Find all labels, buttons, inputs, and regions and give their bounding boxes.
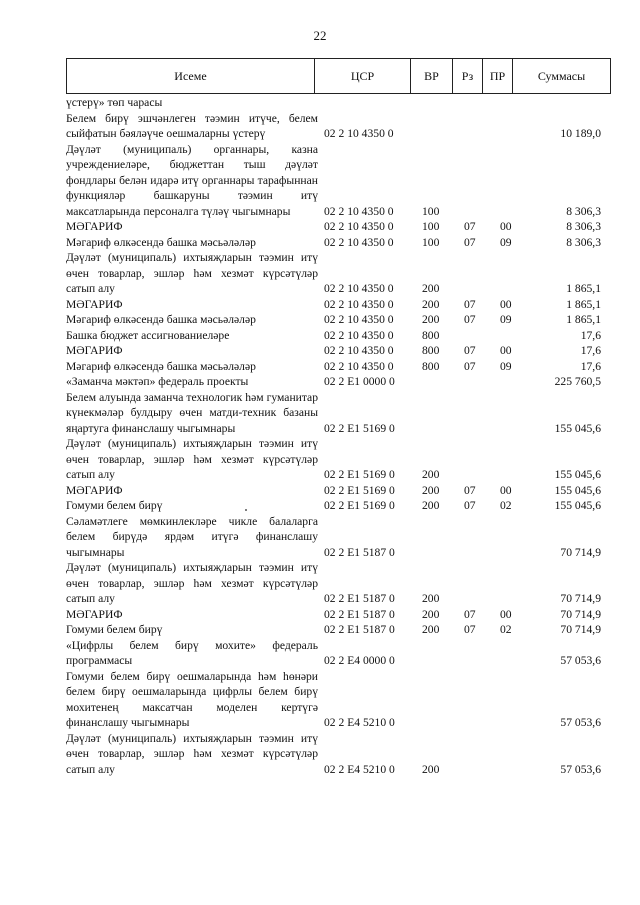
table-header [66, 58, 611, 94]
table-row [66, 390, 611, 437]
row-pr: 00 [500, 607, 512, 621]
row-sum: 17,6 [580, 359, 601, 373]
row-name: Дәүләт (муниципаль) ихтыяҗларын тәэмин итү өчен товарлар, эшләр һәм хезмәт күрсәтүләр сатып алу [66, 561, 318, 605]
table-row [66, 111, 611, 142]
row-rz: 07 [464, 359, 476, 373]
header-csr: ЦСР [315, 59, 411, 93]
row-rz: 07 [464, 623, 476, 636]
row-csr: 02 2 E4 0000 0 [324, 654, 395, 667]
row-csr: 02 2 10 4350 0 [324, 220, 394, 233]
row-vr: 200 [422, 762, 440, 776]
page-number: 22 [313, 28, 327, 43]
row-name: «Цифрлы белем бирү мохите» федераль программасы [66, 638, 318, 667]
row-pr: 02 [500, 499, 512, 512]
row-pr: 09 [500, 313, 512, 326]
row-name: Мәгариф өлкәсендә башка мәсьәләләр [66, 235, 256, 249]
row-rz: 07 [464, 297, 476, 311]
row-sum: 10 189,0 [560, 127, 601, 140]
row-sum: 155 045,6 [554, 421, 601, 435]
header-vr: ВР [411, 59, 453, 93]
table-row [66, 95, 611, 111]
row-name: Гомуми белем бирү [66, 499, 163, 512]
table-row [66, 560, 611, 607]
row-csr: 02 2 E1 5187 0 [324, 545, 395, 559]
table-row [66, 359, 611, 375]
table-row [66, 607, 611, 623]
row-name: Белем бирү эшчәнлеген тәэмин итүче, белем сыйфатын бәяләүче оешмаларны үстерү [66, 111, 318, 140]
row-sum: 155 045,6 [554, 468, 601, 481]
row-rz: 07 [464, 220, 476, 233]
row-sum: 17,6 [580, 344, 601, 357]
table-body [66, 95, 611, 777]
row-rz: 07 [464, 483, 476, 497]
row-csr: 02 2 10 4350 0 [324, 204, 394, 218]
row-name: Дәүләт (муниципаль) ихтыяҗларын тәэмин итү өчен товарлар, эшләр һәм хезмәт күрсәтүләр сатып алу [66, 251, 318, 295]
row-csr: 02 2 E1 5169 0 [324, 499, 395, 512]
table-row [66, 638, 611, 669]
row-sum: 155 045,6 [554, 499, 601, 512]
row-pr: 00 [500, 483, 512, 497]
row-name: Башка бюджет ассигнованиеләре [66, 328, 230, 342]
table-row [66, 436, 611, 483]
row-vr: 200 [422, 592, 440, 605]
row-csr: 02 2 10 4350 0 [324, 328, 394, 342]
header-sum: Суммасы [537, 69, 586, 83]
row-name: үстерү» төп чарасы [66, 96, 163, 109]
row-pr: 02 [500, 623, 512, 636]
row-rz: 07 [464, 607, 476, 621]
row-sum: 1 865,1 [566, 282, 601, 295]
row-sum: 225 760,5 [554, 375, 601, 388]
row-name: «Заманча мәктәп» федераль проекты [66, 375, 249, 388]
row-csr: 02 2 E1 5187 0 [324, 623, 395, 636]
table-row [66, 343, 611, 359]
row-vr: 800 [422, 328, 440, 342]
row-csr: 02 2 10 4350 0 [324, 297, 394, 311]
row-sum: 70 714,9 [560, 623, 601, 636]
row-sum: 8 306,3 [566, 235, 601, 249]
row-vr: 200 [422, 623, 440, 636]
row-name: МӘГАРИФ [66, 483, 123, 497]
row-vr: 200 [422, 468, 440, 481]
header-rz: Рз [453, 59, 483, 93]
row-vr: 200 [422, 499, 440, 512]
row-name: Дәүләт (муниципаль) ихтыяҗларын тәэмин итү өчен товарлар, эшләр һәм хезмәт күрсәтүләр сатып алу [66, 731, 318, 776]
row-name: МӘГАРИФ [66, 297, 123, 311]
row-pr: 09 [500, 359, 512, 373]
row-sum: 8 306,3 [566, 204, 601, 218]
header-name: Исеме [67, 59, 315, 93]
scan-speck [245, 509, 247, 511]
table-row [66, 483, 611, 499]
table-row [66, 142, 611, 220]
table-row [66, 514, 611, 561]
row-sum: 57 053,6 [560, 716, 601, 729]
row-csr: 02 2 E1 5187 0 [324, 592, 395, 605]
row-sum: 1 865,1 [566, 297, 601, 311]
table-row [66, 622, 611, 638]
row-pr: 00 [500, 297, 512, 311]
row-vr: 100 [422, 220, 440, 233]
row-vr: 800 [422, 359, 440, 373]
row-sum: 1 865,1 [566, 313, 601, 326]
row-pr: 00 [500, 344, 512, 357]
row-name: Мәгариф өлкәсендә башка мәсьәләләр [66, 359, 256, 373]
row-csr: 02 2 10 4350 0 [324, 313, 394, 326]
table-row [66, 374, 611, 390]
row-sum: 57 053,6 [560, 762, 601, 776]
row-vr: 200 [422, 607, 440, 621]
row-rz: 07 [464, 313, 476, 326]
row-vr: 200 [422, 297, 440, 311]
row-vr: 800 [422, 344, 440, 357]
row-csr: 02 2 10 4350 0 [324, 344, 394, 357]
row-vr: 200 [422, 313, 440, 326]
row-sum: 17,6 [580, 328, 601, 342]
row-csr: 02 2 E1 5187 0 [324, 607, 395, 621]
row-csr: 02 2 E1 5169 0 [324, 483, 395, 497]
row-name: Сәламәтлеге мөмкинлекләре чикле балаларга белем бирүдә ярдәм итүгә финанслашу чыгымнары [66, 514, 318, 559]
row-name: МӘГАРИФ [66, 607, 123, 621]
row-pr: 09 [500, 235, 512, 249]
table-row [66, 312, 611, 328]
row-vr: 200 [422, 282, 440, 295]
table-row [66, 250, 611, 297]
row-sum: 70 714,9 [560, 545, 601, 559]
row-pr: 00 [500, 220, 512, 233]
row-csr: 02 2 E1 0000 0 [324, 375, 395, 388]
row-name: Гомуми белем бирү [66, 623, 163, 636]
row-name: Дәүләт (муниципаль) ихтыяҗларын тәэмин итү өчен товарлар, эшләр һәм хезмәт күрсәтүләр сатып алу [66, 437, 318, 481]
table-row [66, 219, 611, 235]
row-sum: 8 306,3 [566, 220, 601, 233]
table-row [66, 669, 611, 731]
row-csr: 02 2 E1 5169 0 [324, 421, 395, 435]
row-vr: 200 [422, 483, 440, 497]
row-sum: 70 714,9 [560, 607, 601, 621]
row-csr: 02 2 E4 5210 0 [324, 762, 395, 776]
row-sum: 155 045,6 [554, 483, 601, 497]
row-csr: 02 2 E1 5169 0 [324, 468, 395, 481]
row-csr: 02 2 10 4350 0 [324, 359, 394, 373]
row-name: Мәгариф өлкәсендә башка мәсьәләләр [66, 313, 256, 326]
table-row [66, 297, 611, 313]
row-vr: 100 [422, 204, 440, 218]
row-sum: 57 053,6 [560, 654, 601, 667]
row-csr: 02 2 E4 5210 0 [324, 716, 395, 729]
row-vr: 100 [422, 235, 440, 249]
row-csr: 02 2 10 4350 0 [324, 127, 394, 140]
table-row [66, 731, 611, 778]
row-name: Дәүләт (муниципаль) органнары, казна учреждениеләре, бюджеттан тыш дәүләт фондлары белән идарә итү органнары тарафыннан функцияләр башкаруны тәэмин итү максатларында персоналга түләү чыгымнары [66, 142, 318, 218]
table-row [66, 328, 611, 344]
table-row [66, 235, 611, 251]
row-name: МӘГАРИФ [66, 344, 123, 357]
row-csr: 02 2 10 4350 0 [324, 235, 394, 249]
row-rz: 07 [464, 235, 476, 249]
row-name: Гомуми белем бирү оешмаларында һәм һөнәри белем бирү оешмаларында цифрлы белем бирү мохитенең максатчан моделен кертүгә финанслашу чыгымнары [66, 669, 318, 729]
table-row [66, 498, 611, 514]
row-rz: 07 [464, 499, 476, 512]
header-pr: ПР [483, 59, 513, 93]
row-name: Белем алуында заманча технологик һәм гуманитар күнекмәләр булдыру өчен матди-техник базаны яңартуга финанслашу чыгымнары [66, 390, 318, 435]
row-sum: 70 714,9 [560, 592, 601, 605]
row-rz: 07 [464, 344, 476, 357]
row-csr: 02 2 10 4350 0 [324, 282, 394, 295]
row-name: МӘГАРИФ [66, 220, 123, 233]
